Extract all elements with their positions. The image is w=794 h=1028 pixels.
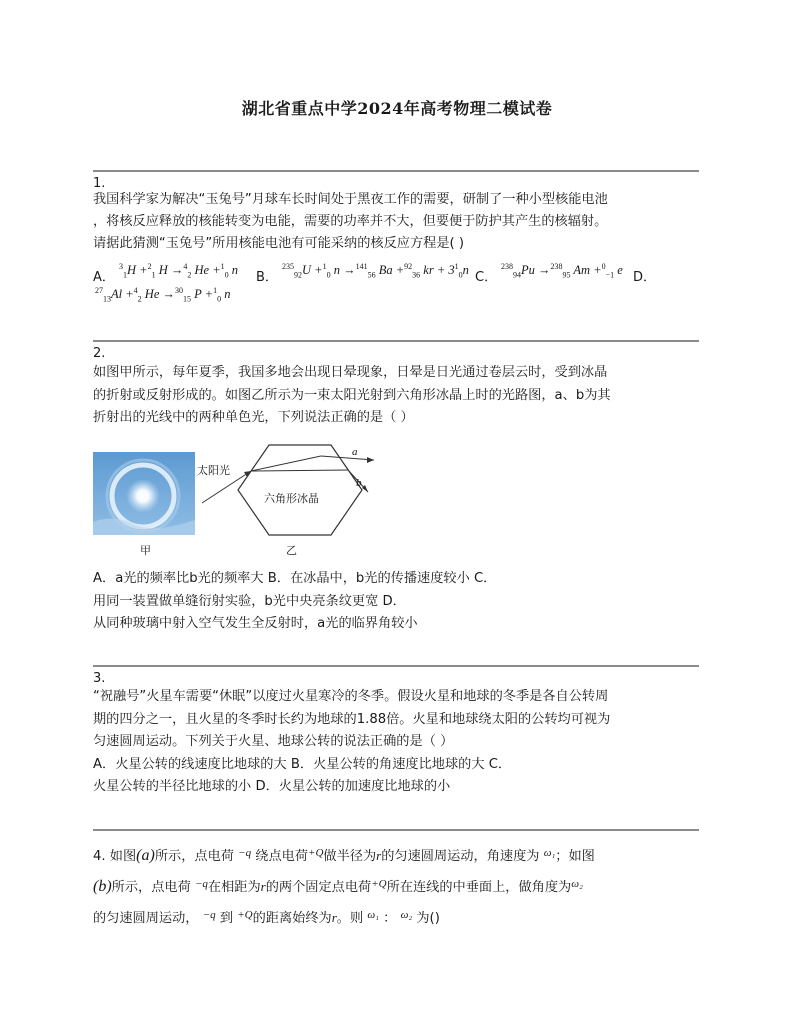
sun-halo-photo (93, 452, 195, 535)
q2-line-3: 折射出的光线中的两种单色光，下列说法正确的是（ ） (93, 410, 414, 425)
q4-text: 的匀速圆周运动， (93, 911, 199, 926)
q4-text: 所在连线的中垂面上，做角度为 (386, 880, 572, 895)
q4-text: 在相距为 (207, 880, 261, 895)
refracted-ray-a (251, 456, 321, 471)
q3-line-3: 匀速圆周运动。下列关于火星、地球公转的说法正确的是（ ） (93, 734, 454, 749)
figure-b-ref: (b) (93, 878, 112, 895)
q1-option-d-label: D． (633, 270, 657, 285)
q1-line-1: 我国科学家为解决“玉兔号”月球车长时间处于黑夜工作的需要，研制了一种小型核能电池 (93, 192, 608, 207)
q3-line-2: 期的四分之一，且火星的冬季时长约为地球的1.88倍。火星和地球绕太阳的公转均可视为 (93, 712, 611, 727)
q4-line-1 (93, 842, 705, 868)
divider-q4 (93, 829, 699, 831)
page-title: 湖北省重点中学2024年高考物理二模试卷 (241, 99, 553, 118)
negative-charge-symbol: −q (194, 878, 208, 890)
q4-text: 到 (219, 911, 234, 926)
q4-text: 的距离始终为 (252, 911, 332, 926)
q2-line-1: 如图甲所示，每年夏季，我国多地会出现日晕现象，日晕是日光通过卷层云时，受到冰晶 (93, 365, 608, 380)
question-number-2: 2. (93, 346, 106, 361)
q4-text: 做半径为 (323, 849, 377, 864)
divider-q2 (93, 340, 699, 342)
q4-text: 为() (416, 911, 440, 926)
sunlight-arrowhead (244, 471, 251, 477)
figure-caption-yi: 乙 (286, 544, 297, 557)
exit-ray-a (321, 456, 374, 460)
q2-line-2: 的折射或反射形成的。如图乙所示为一束太阳光射到六角形冰晶上时的光路图，a、b为其 (93, 388, 611, 403)
omega2-symbol: ω₂ (400, 909, 413, 921)
positive-charge-symbol: +Q (308, 847, 324, 859)
q1-option-c-equation: $^{238}_{94}$Pu →$^{238}_{95}$ Am +$^0_{-1}$ e (501, 262, 623, 280)
radius-symbol: r (376, 848, 382, 863)
radius-symbol: r (260, 879, 266, 894)
omega1-symbol: ω₁ (543, 847, 556, 859)
divider-q3 (93, 665, 699, 667)
q3-line-1: “祝融号”火星车需要“休眠”以度过火星寒冷的冬季。假设火星和地球的冬季是各自公转周 (93, 689, 609, 704)
omega2-symbol: ω₂ (571, 878, 583, 890)
radius-symbol: r (331, 910, 337, 925)
q4-text: 。则 (336, 911, 364, 926)
q1-option-a-equation: $^3_1$H +$^2_1$ H →$^4_2$ He +$^1_0$ n (119, 262, 239, 280)
q1-option-d-equation: $^{27}_{13}$Al +$^4_2$ He →$^{30}_{15}$ P +$^1_0$ n (95, 286, 231, 304)
q4-text: ；如图 (555, 849, 595, 864)
omega1-symbol: ω₁ (367, 909, 379, 921)
question-number-4: 4. (93, 849, 106, 864)
exit-arrow-a (367, 457, 374, 463)
q4-text: 所示，点电荷 (111, 880, 191, 895)
q4-text: 的两个固定点电荷 (265, 880, 372, 895)
q4-text: 如图 (109, 849, 137, 864)
question-number-1: 1. (93, 176, 106, 191)
figure-a-ref: (a) (136, 847, 155, 864)
sunlight-label: 太阳光 (197, 464, 230, 477)
ray-b-label: b (356, 477, 362, 489)
q4-line-3 (93, 904, 705, 930)
q2-options-line-3: 从同种玻璃中射入空气发生全反射时，a光的临界角较小 (93, 616, 418, 631)
q4-text: 绕点电荷 (255, 849, 309, 864)
divider-q1 (93, 170, 699, 172)
positive-charge-symbol: +Q (371, 878, 387, 890)
q4-text: 的匀速圆周运动，角速度为 (381, 849, 540, 864)
question-number-3: 3. (93, 671, 106, 686)
ratio-colon: ： (383, 911, 397, 926)
q1-option-c-label: C． (475, 270, 498, 285)
negative-charge-symbol: −q (202, 909, 216, 921)
q3-line-4: A．火星公转的线速度比地球的大 B．火星公转的角速度比地球的大 C． (93, 757, 512, 772)
negative-charge-symbol: −q (238, 847, 252, 859)
positive-charge-symbol: +Q (237, 909, 253, 921)
q1-line-3: 请据此猜测“玉兔号”所用核能电池有可能采纳的核反应方程是( ) (93, 236, 465, 251)
refracted-ray-b (251, 470, 348, 471)
q3-line-5: 火星公转的半径比地球的小 D．火星公转的加速度比地球的小 (93, 779, 451, 794)
q1-option-b-equation: $^{235}_{92}$U +$^1_0$ n →$^{141}_{56}$ Ba +$^{92}_{36}$ kr + $3^1_0n$ (282, 262, 469, 280)
q1-option-b-label: B． (256, 270, 278, 285)
q1-line-2: ，将核反应释放的核能转变为电能，需要的功率并不大，但要便于防护其产生的核辐射。 (93, 214, 608, 229)
crystal-label: 六角形冰晶 (264, 492, 319, 505)
q2-options-line-1: A．a光的频率比b光的频率大 B．在冰晶中，b光的传播速度较小 C． (93, 571, 497, 586)
ray-a-label: a (352, 446, 358, 458)
q2-options-line-2: 用同一装置做单缝衍射实验，b光中央亮条纹更宽 D． (93, 594, 406, 609)
figure-caption-jia: 甲 (140, 544, 151, 557)
q4-line-2 (93, 873, 705, 899)
q1-option-a-label: A． (93, 270, 115, 285)
q4-text: 所示，点电荷 (154, 849, 234, 864)
